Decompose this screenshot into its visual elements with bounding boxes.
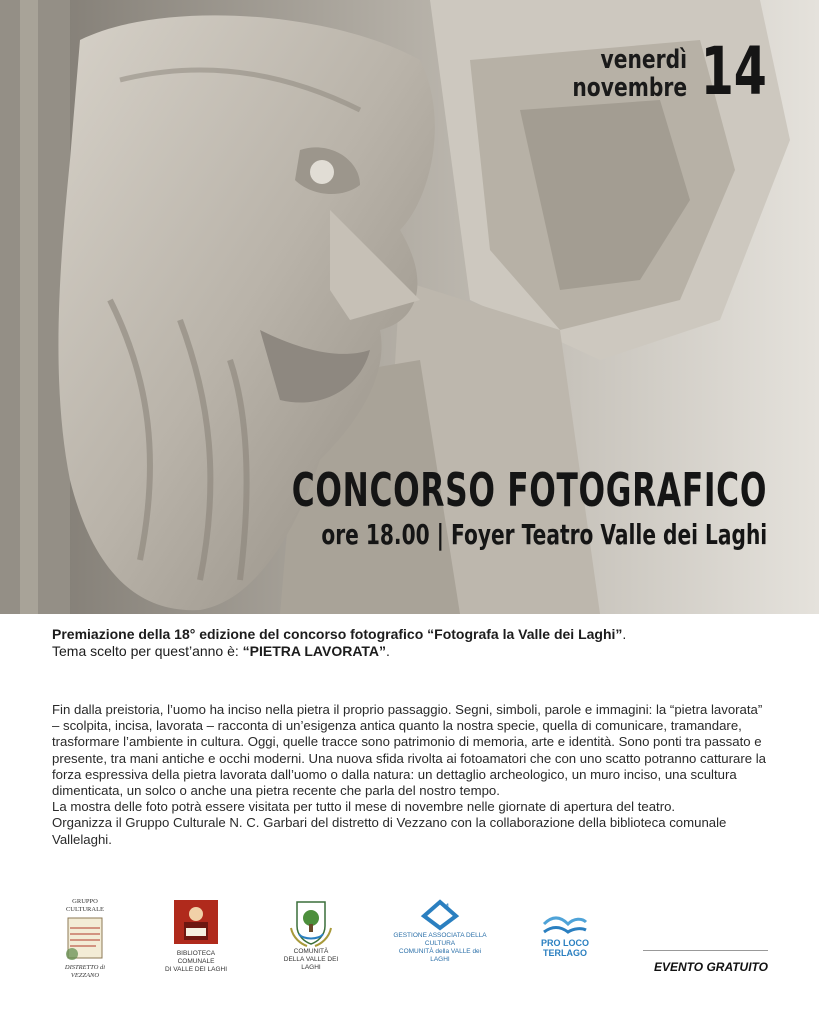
partner-logos xyxy=(0,898,819,988)
biblioteca-line-2: DI VALLE DEI LAGHI xyxy=(164,966,227,973)
event-day-month xyxy=(572,46,687,102)
waves-icon xyxy=(540,914,590,938)
event-weekday: venerdì xyxy=(600,45,687,75)
biblioteca-line-1: BIBLIOTECA COMUNALE xyxy=(176,950,216,965)
theme-label: Tema scelto per quest’anno è: xyxy=(52,643,243,659)
gruppo-culturale-logo xyxy=(55,898,115,980)
intro-line-2 xyxy=(52,643,772,660)
free-event-label: EVENTO GRATUITO xyxy=(643,950,768,974)
comunita-line-1: COMUNITÀ xyxy=(293,948,329,955)
event-date-number: 14 xyxy=(700,33,767,110)
theme-punct: . xyxy=(386,643,390,659)
coat-of-arms-icon xyxy=(287,898,335,948)
intro-punct: . xyxy=(622,626,627,642)
pro-loco-line-2: TERLAGO xyxy=(543,948,587,958)
gestione-line-1: GESTIONE ASSOCIATA DELLA CULTURA xyxy=(393,932,487,947)
theme-value: “PIETRA LAVORATA” xyxy=(242,643,387,659)
reading-figure-icon xyxy=(172,898,220,946)
intro-block xyxy=(52,626,772,660)
event-title: CONCORSO FOTOGRAFICO xyxy=(291,463,767,517)
gruppo-logo-bottom-text: DISTRETTO di VEZZANO xyxy=(64,964,106,979)
gestione-cultura-logo xyxy=(390,898,490,964)
event-time-location: ore 18.00 | Foyer Teatro Valle dei Laghi xyxy=(321,518,767,551)
comunita-logo xyxy=(275,898,347,972)
pro-loco-line-1: PRO LOCO xyxy=(540,938,589,948)
biblioteca-logo xyxy=(160,898,232,974)
intro-award-text: Premiazione della 18° edizione del concorso fotografico xyxy=(52,626,428,642)
description-paragraph: Fin dalla preistoria, l’uomo ha inciso nella pietra il proprio passaggio. Segni, simboli, parole e immagini: la “pietra lavorata” – scolpita, incisa, lavorata – racconta di un’esigenza antica quanto la nostra specie, quella di comunicare, tramandare, trasformare l’ambiente in cultura. Oggi, quelle tracce sono patrimonio di memoria, arte e identità. Sono ponti tra passato e presente, tra mani antiche e occhi moderni. Una nuova sfida rivolta ai fotoamatori che con uno scatto potranno catturare la forza espressiva della pietra lavorata dall’uomo o dalla natura: un dettaglio archeologico, un muro inciso, una scultura dimenticata, un solco o anche una pietra recente che parla del nostro tempo. xyxy=(52,702,766,799)
pro-loco-logo xyxy=(530,898,600,958)
contest-name: “Fotografa la Valle dei Laghi” xyxy=(427,626,623,642)
exhibition-paragraph: La mostra delle foto potrà essere visitata per tutto il mese di novembre nelle giornate di apertura del teatro. xyxy=(52,799,676,815)
intro-line-1 xyxy=(52,626,772,643)
svg-text:4: 4 xyxy=(444,903,450,913)
gestione-line-2: COMUNITÀ della VALLE dei LAGHI xyxy=(398,948,482,963)
comunita-line-2: DELLA VALLE DEI LAGHI xyxy=(283,956,339,971)
event-month: novembre xyxy=(572,73,687,103)
c4-emblem-icon xyxy=(420,898,460,932)
gruppo-logo-top-text: GRUPPO CULTURALE xyxy=(65,898,105,913)
description xyxy=(52,702,767,848)
organizer-paragraph: Organizza il Gruppo Culturale N. C. Garbari del distretto di Vezzano con la collaborazione della biblioteca comunale Vallelaghi. xyxy=(52,815,727,847)
scroll-emblem-icon xyxy=(60,914,110,964)
